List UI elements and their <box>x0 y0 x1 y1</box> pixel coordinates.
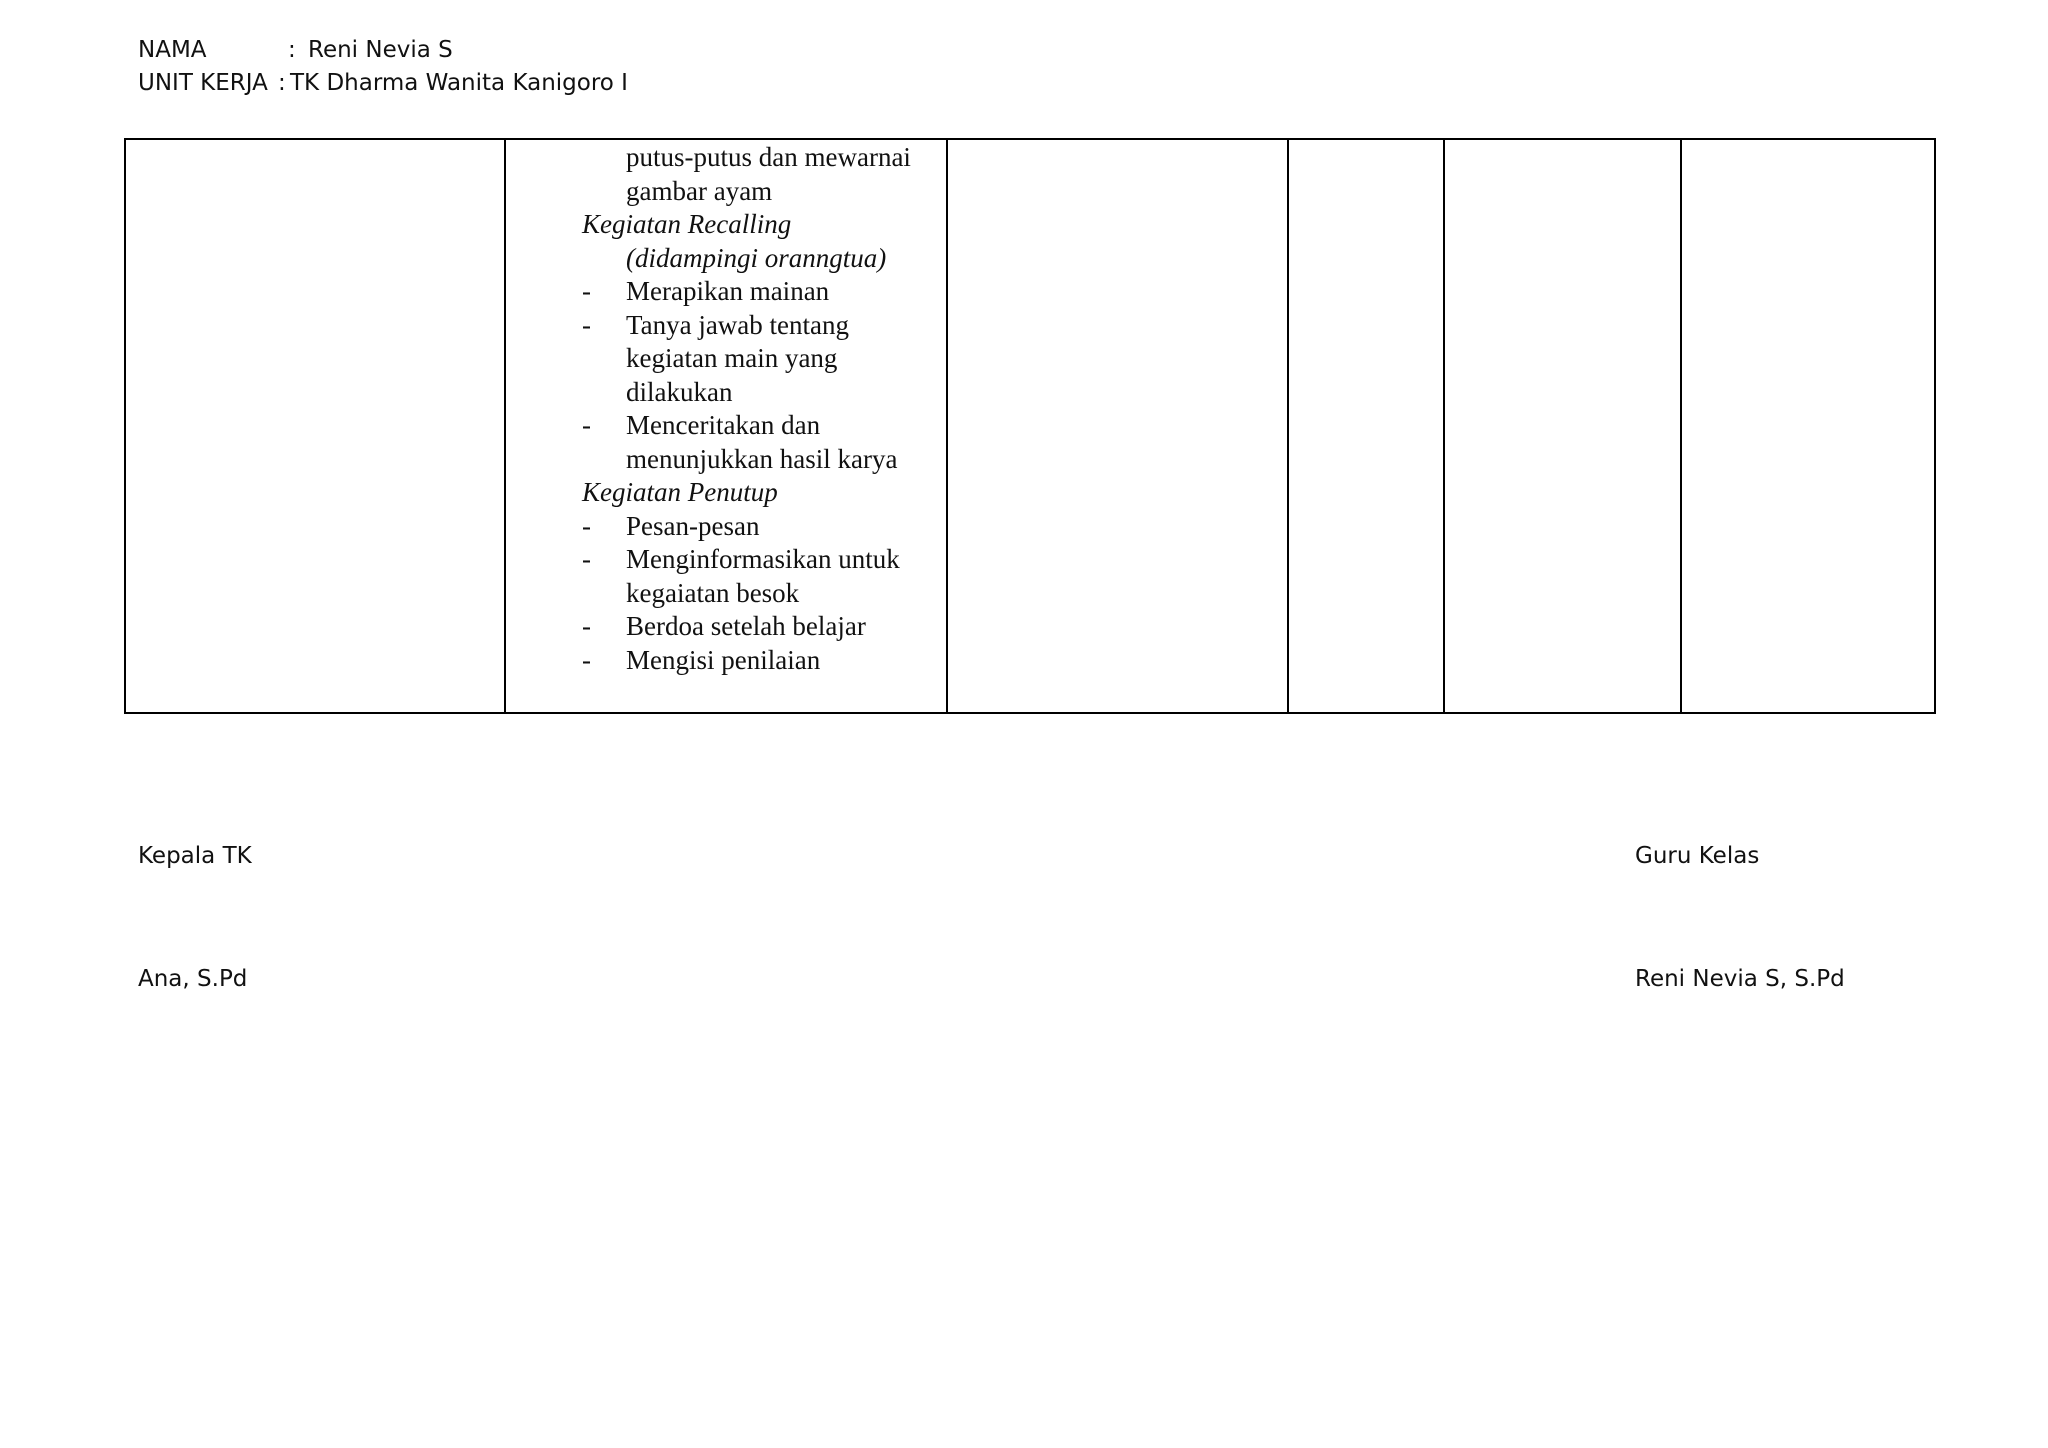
activity-list-item <box>506 409 936 443</box>
guru-kelas-title: Guru Kelas <box>1635 843 1760 869</box>
activity-text: Merapikan mainan <box>626 276 830 306</box>
activity-text: Berdoa setelah belajar <box>626 611 866 641</box>
activity-list <box>506 140 946 677</box>
activity-list-continuation <box>506 141 936 175</box>
activity-text: kegaiatan besok <box>626 577 800 608</box>
activity-text: menunjukkan hasil karya <box>626 443 898 474</box>
kepala-tk-name: Ana, S.Pd <box>138 966 248 992</box>
unit-kerja-colon: : <box>278 70 286 96</box>
activity-list-continuation <box>506 376 936 410</box>
activity-text: Menginformasikan untuk <box>626 544 900 574</box>
unit-kerja-row <box>138 67 628 99</box>
activity-list-item <box>506 610 936 644</box>
activity-list-continuation <box>506 443 936 477</box>
activity-text: kegiatan main yang <box>626 343 838 373</box>
activity-list-item <box>506 275 936 309</box>
activity-list-continuation <box>506 342 936 376</box>
activity-list-continuation <box>506 175 936 209</box>
activity-section-subheading <box>506 242 936 276</box>
bullet-dash: - <box>582 644 591 675</box>
table-cell-empty-5 <box>1444 139 1681 713</box>
activity-text: Pesan-pesan <box>626 510 760 541</box>
activity-text: dilakukan <box>626 376 733 407</box>
unit-kerja-label: UNIT KERJA <box>138 70 268 96</box>
nama-value: Reni Nevia S <box>308 37 453 63</box>
activity-table <box>124 138 1936 714</box>
activity-list-item <box>506 510 936 544</box>
table-cell-activities <box>505 139 947 713</box>
activity-list-item <box>506 309 936 343</box>
activity-text: gambar ayam <box>626 175 773 206</box>
bullet-dash: - <box>582 611 591 641</box>
bullet-dash: - <box>582 309 591 340</box>
unit-kerja-value: TK Dharma Wanita Kanigoro I <box>290 70 628 96</box>
guru-kelas-name: Reni Nevia S, S.Pd <box>1635 966 1845 992</box>
table-cell-empty-4 <box>1288 139 1444 713</box>
table-cell-empty-6 <box>1681 139 1935 713</box>
table-cell-empty-1 <box>125 139 505 713</box>
activity-list-continuation <box>506 577 936 611</box>
activity-list-item <box>506 543 936 577</box>
kepala-tk-title: Kepala TK <box>138 843 252 869</box>
activity-list-item <box>506 644 936 678</box>
activity-text: Menceritakan dan <box>626 410 821 440</box>
activity-text: Tanya jawab tentang <box>626 309 850 340</box>
activity-text: Kegiatan Penutup <box>582 477 778 507</box>
bullet-dash: - <box>582 410 591 440</box>
bullet-dash: - <box>582 510 591 541</box>
nama-label: NAMA <box>138 37 207 63</box>
table-row <box>125 139 1935 713</box>
bullet-dash: - <box>582 544 591 574</box>
activity-section-heading <box>506 476 936 510</box>
activity-text: (didampingi oranngtua) <box>626 242 887 273</box>
activity-text: putus-putus dan mewarnai <box>626 142 911 172</box>
activity-text: Mengisi penilaian <box>626 644 821 675</box>
nama-colon: : <box>288 37 296 63</box>
activity-text: Kegiatan Recalling <box>582 209 792 239</box>
activity-section-heading <box>506 208 936 242</box>
table-cell-empty-3 <box>947 139 1288 713</box>
nama-row <box>138 34 453 66</box>
bullet-dash: - <box>582 276 591 306</box>
